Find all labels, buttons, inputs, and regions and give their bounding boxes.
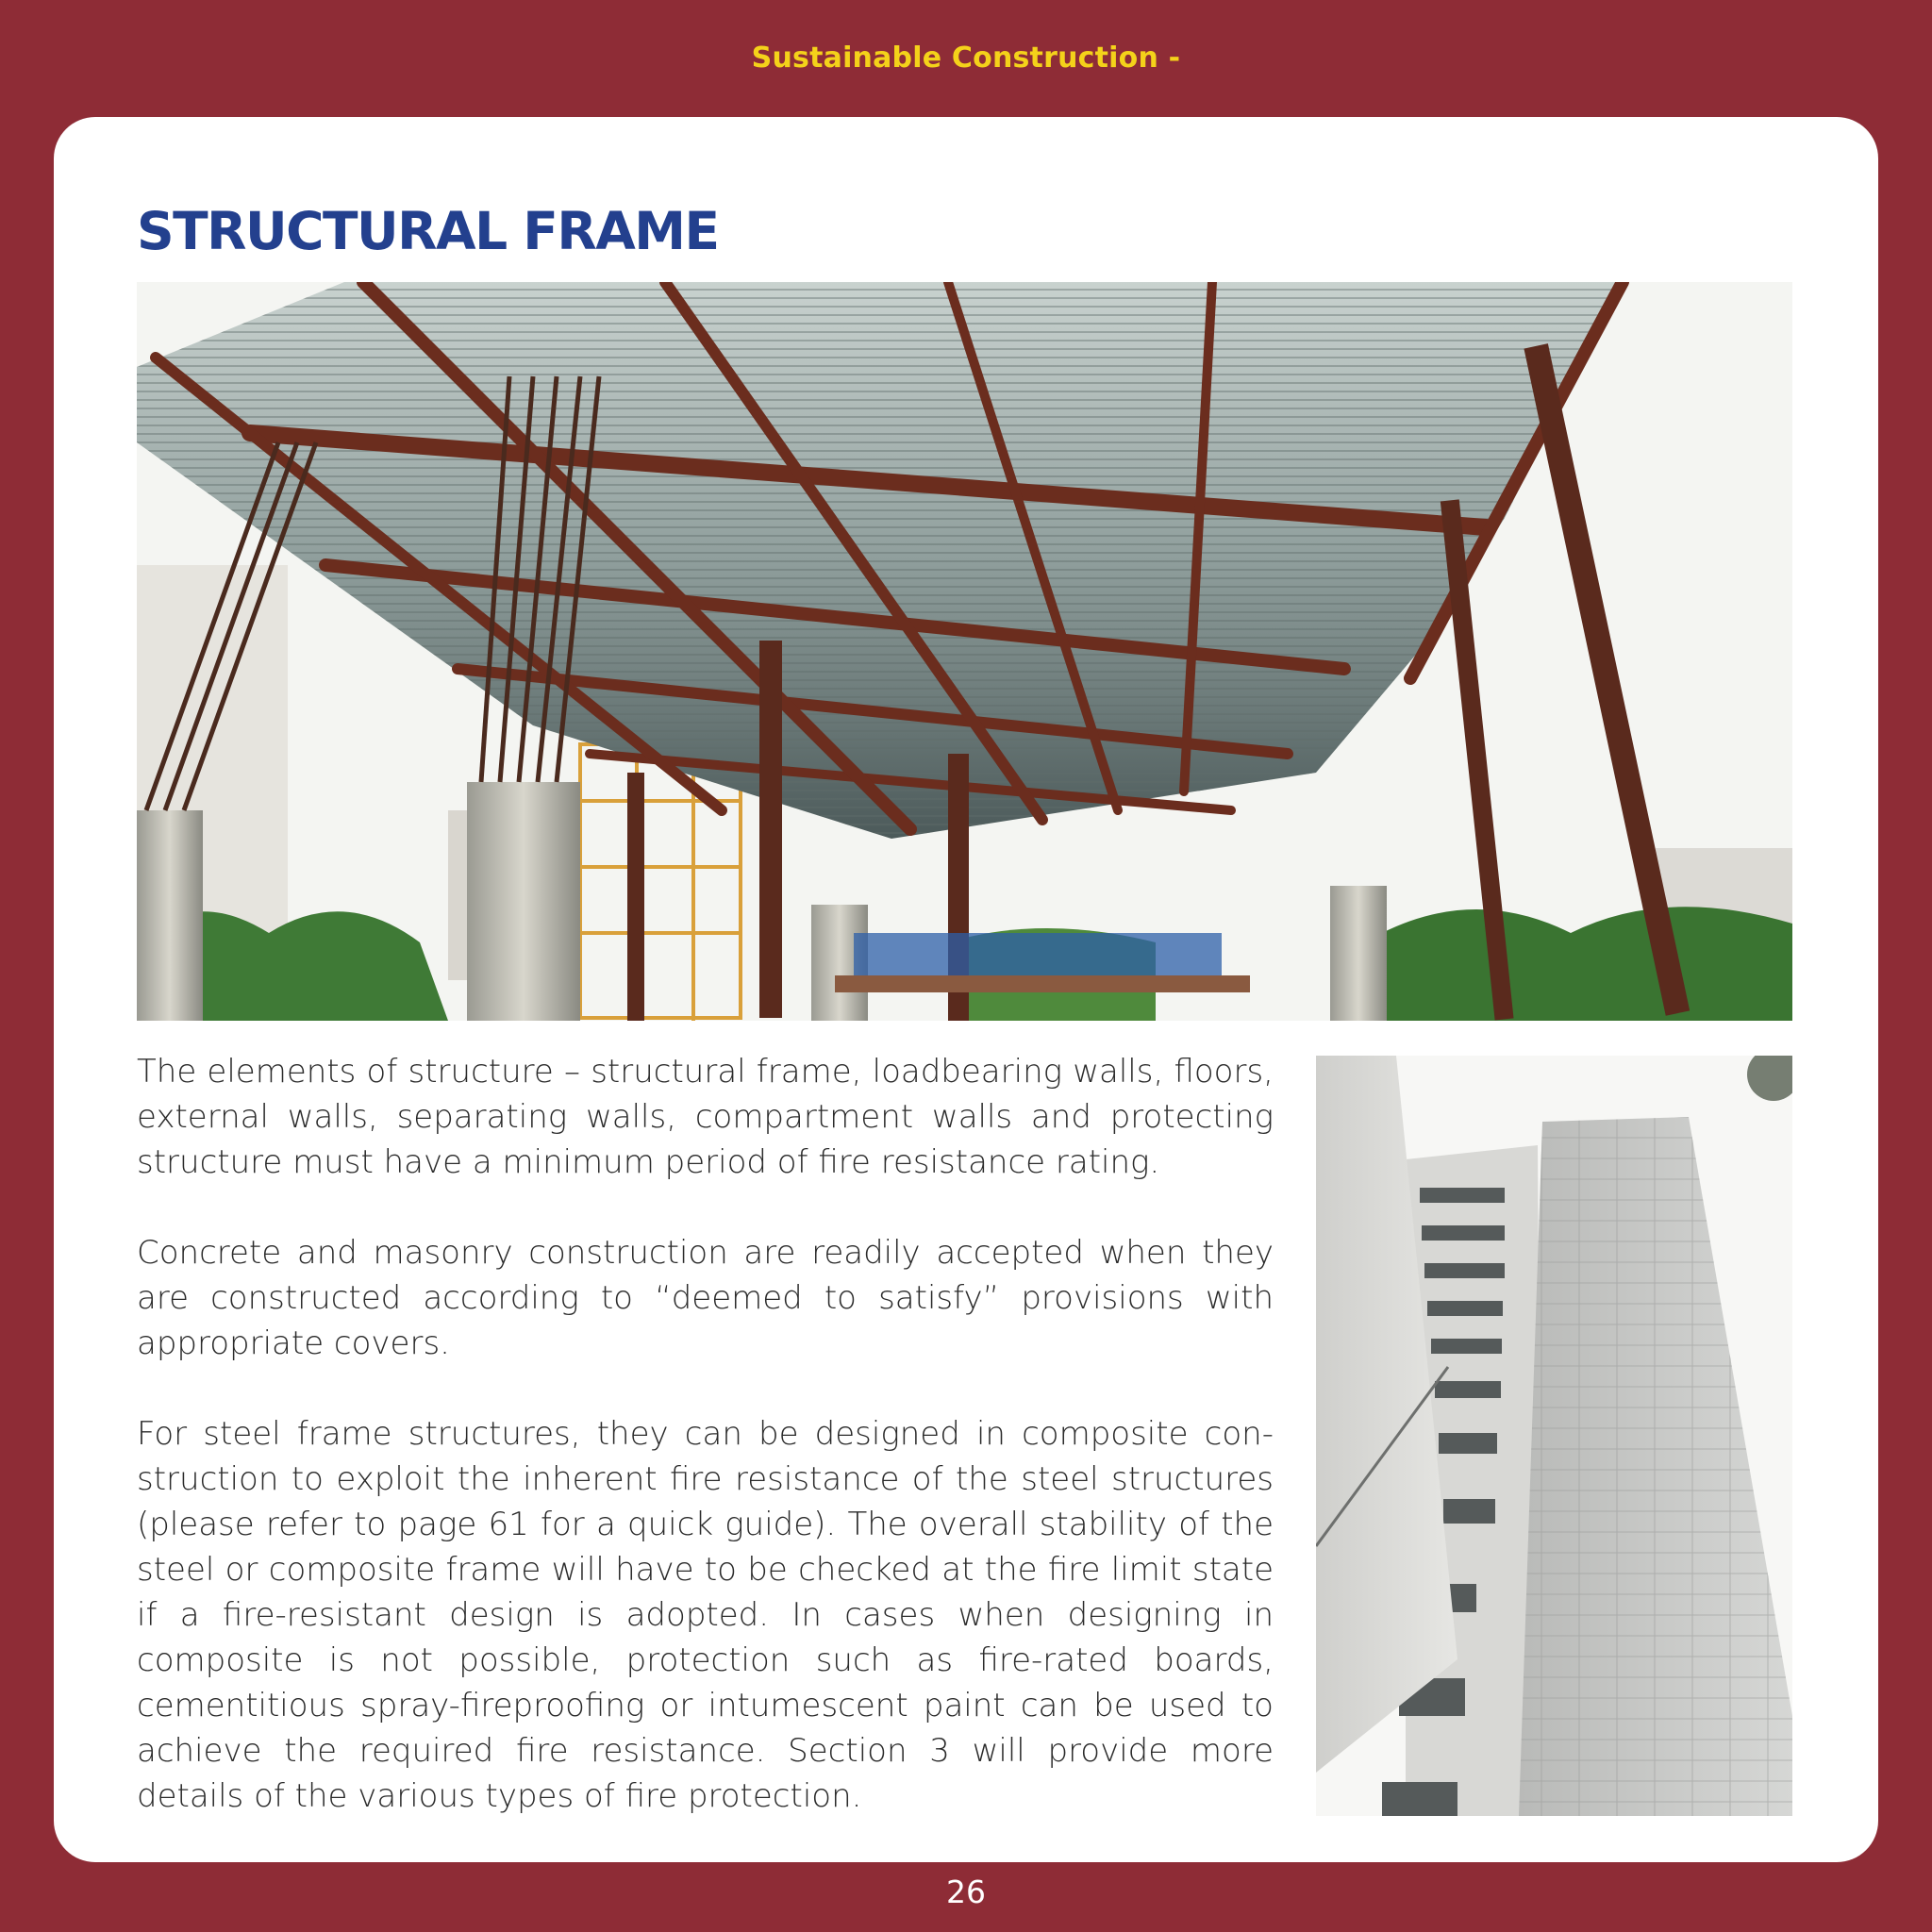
paragraph-steel-frame: For steel frame structures, they can be designed in composite construction to exploit the inherent fire resistance of the steel structures (please refer to page 61 for a quick guide). The overall stability of the steel or composite frame will have to be checked at the fire limit state if a fire-resistant design is adopted. In cases when designing in composite is not possible, protection such as fire-rated boards, cementitious spray-fireproofing or intumescent paint can be used to achieve the required fire resistance. Section 3 will provide more details of the various types of fire protection. <box>137 1415 1274 1815</box>
page-number: 26 <box>946 1874 986 1910</box>
header-title: Sustainable Construction - <box>751 42 1181 75</box>
page-title: STRUCTURAL FRAME <box>137 201 719 261</box>
steel-frame-photo <box>137 282 1792 1021</box>
paragraph-concrete-masonry: Concrete and masonry construction are readily accepted when they are constructed according to “deemed to satisfy” provisions with appropriate covers. <box>137 1234 1274 1362</box>
body-text <box>137 1049 1274 1864</box>
paragraph-elements-of-structure: The elements of structure – structural frame, loadbearing walls, floors, external walls, separating walls, compartment walls and protecting structure must have a minimum period of fire resistance rating. <box>137 1053 1274 1181</box>
building-photo <box>1316 1056 1792 1816</box>
